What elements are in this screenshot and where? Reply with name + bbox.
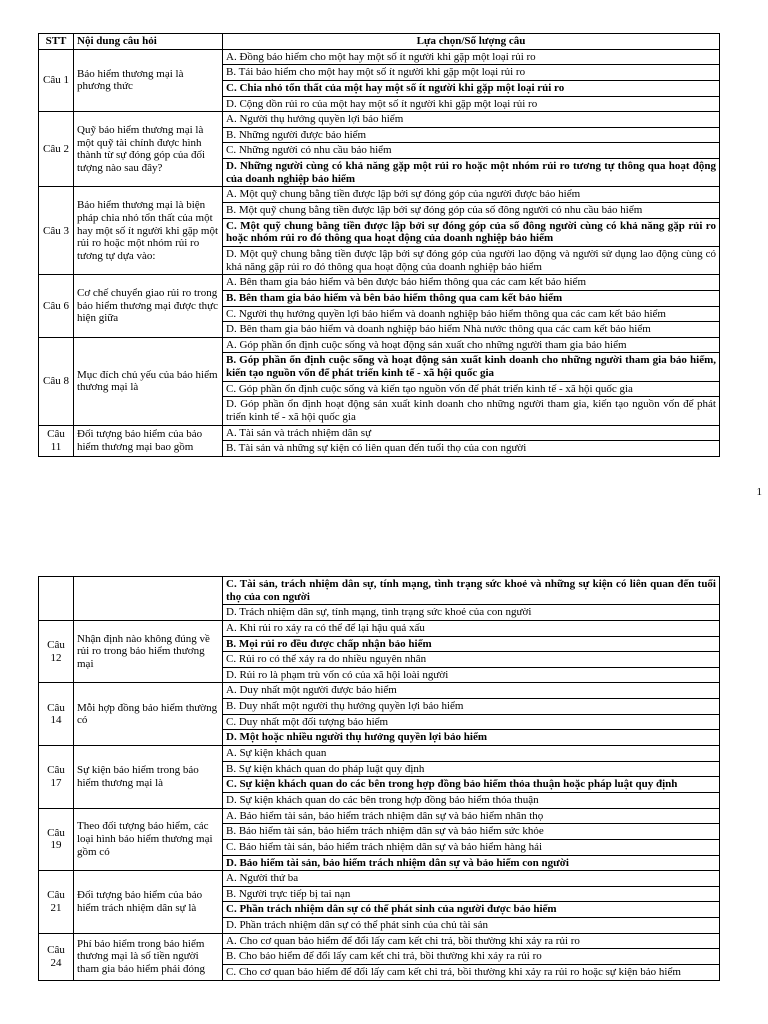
- table-body-page-1: [39, 49, 720, 456]
- question-text: Sự kiện bảo hiểm trong bảo hiểm thương mại là: [74, 746, 223, 809]
- table-row: [39, 683, 720, 699]
- table-row: [39, 187, 720, 203]
- answer-option: C. Góp phần ổn định cuộc sống và kiến tạo nguồn vốn để phát triển kinh tế - xã hội quốc gia: [223, 381, 720, 397]
- answer-option: B. Những người được bảo hiểm: [223, 127, 720, 143]
- table-row: [39, 746, 720, 762]
- answer-option: A. Đồng bảo hiểm cho một hay một số ít người khi gặp một loại rủi ro: [223, 49, 720, 65]
- question-number: Câu 24: [39, 933, 74, 980]
- question-text: Quỹ bảo hiểm thương mại là một quỹ tài chính được hình thành từ sự đóng góp của đối tượng nào sau đây?: [74, 112, 223, 187]
- question-number: Câu 1: [39, 49, 74, 112]
- table-row: [39, 808, 720, 824]
- question-text: Cơ chế chuyển giao rủi ro trong bảo hiểm thương mại được thực hiện giữa: [74, 275, 223, 338]
- question-text: Theo đối tượng bảo hiểm, các loại hình bảo hiểm thương mại gồm có: [74, 808, 223, 871]
- answer-option-correct: B. Bên tham gia bảo hiểm và bên bảo hiểm thông qua cam kết bảo hiểm: [223, 290, 720, 306]
- question-text: [74, 577, 223, 621]
- header-question: Nội dung câu hỏi: [74, 34, 223, 50]
- answer-option-correct: D. Bảo hiểm tài sản, bảo hiểm trách nhiệm dân sự và bảo hiểm con người: [223, 855, 720, 871]
- answer-option: B. Tài sản và những sự kiện có liên quan đến tuổi thọ của con người: [223, 441, 720, 457]
- answer-option: A. Người thứ ba: [223, 871, 720, 887]
- answer-option: B. Bảo hiểm tài sản, bảo hiểm trách nhiệm dân sự và bảo hiểm sức khỏe: [223, 824, 720, 840]
- answer-option: A. Cho cơ quan bảo hiểm để đổi lấy cam kết chi trả, bồi thường khi xảy ra rủi ro: [223, 933, 720, 949]
- answer-option: A. Tài sản và trách nhiệm dân sự: [223, 425, 720, 441]
- table-row: [39, 577, 720, 605]
- question-number: Câu 6: [39, 275, 74, 338]
- answer-option-correct: C. Phần trách nhiệm dân sự có thể phát sinh của người được bảo hiểm: [223, 902, 720, 918]
- answer-option: B. Cho bảo hiểm để đổi lấy cam kết chi trả, bồi thường khi xảy ra rủi ro: [223, 949, 720, 965]
- answer-option: C. Người thụ hưởng quyền lợi bảo hiểm và doanh nghiệp bảo hiểm thông qua các cam kết bảo hiểm: [223, 306, 720, 322]
- table-row: [39, 49, 720, 65]
- answer-option: C. Duy nhất một đối tượng bảo hiểm: [223, 714, 720, 730]
- table-header-row: [39, 34, 720, 50]
- answer-option: C. Bảo hiểm tài sản, bảo hiểm trách nhiệm dân sự và bảo hiểm hàng hải: [223, 839, 720, 855]
- question-number: Câu 8: [39, 337, 74, 425]
- question-text: Bảo hiểm thương mại là biện pháp chia nhỏ tổn thất của một hay một số ít người khi gặp một rủi ro hoặc một nhóm rủi ro tương tự dựa vào:: [74, 187, 223, 275]
- table-row: [39, 337, 720, 353]
- answer-option: A. Duy nhất một người được bảo hiểm: [223, 683, 720, 699]
- answer-option: B. Duy nhất một người thụ hưởng quyền lợi bảo hiểm: [223, 699, 720, 715]
- question-text: Nhận định nào không đúng về rủi ro trong bảo hiểm thương mại: [74, 620, 223, 683]
- answer-option: D. Phần trách nhiệm dân sự có thể phát sinh của chủ tài sản: [223, 918, 720, 934]
- header-options: Lựa chọn/Số lượng câu: [223, 34, 720, 50]
- question-number: [39, 577, 74, 621]
- answer-option: A. Sự kiện khách quan: [223, 746, 720, 762]
- question-number: Câu 21: [39, 871, 74, 934]
- answer-option: B. Người trực tiếp bị tai nạn: [223, 886, 720, 902]
- answer-option: C. Những người có nhu cầu bảo hiểm: [223, 143, 720, 159]
- question-text: Bảo hiểm thương mại là phương thức: [74, 49, 223, 112]
- questions-table-page-1: [38, 33, 720, 457]
- question-number: Câu 14: [39, 683, 74, 746]
- questions-table-page-2: [38, 576, 720, 981]
- answer-option: A. Khi rủi ro xảy ra có thể để lại hậu quả xấu: [223, 620, 720, 636]
- answer-option: D. Sự kiện khách quan do các bên trong hợp đồng bảo hiểm thỏa thuận: [223, 792, 720, 808]
- question-number: Câu 12: [39, 620, 74, 683]
- header-stt: STT: [39, 34, 74, 50]
- answer-option: A. Góp phần ổn định cuộc sống và hoạt động sản xuất cho những người tham gia bảo hiểm: [223, 337, 720, 353]
- answer-option-correct: D. Một hoặc nhiều người thụ hưởng quyền lợi bảo hiểm: [223, 730, 720, 746]
- answer-option: A. Bên tham gia bảo hiểm và bên được bảo hiểm thông qua các cam kết bảo hiểm: [223, 275, 720, 291]
- answer-option-correct: C. Sự kiện khách quan do các bên trong hợp đồng bảo hiểm thỏa thuận hoặc pháp luật quy định: [223, 777, 720, 793]
- question-text: Đối tượng bảo hiểm của bảo hiểm thương mại bao gồm: [74, 425, 223, 456]
- table-row: [39, 620, 720, 636]
- table-row: [39, 871, 720, 887]
- answer-option: A. Bảo hiểm tài sản, bảo hiểm trách nhiệm dân sự và bảo hiểm nhân thọ: [223, 808, 720, 824]
- answer-option-correct: D. Những người cùng có khả năng gặp một rủi ro hoặc một nhóm rủi ro tương tự thông qua hoạt động của doanh nghiệp bảo hiểm: [223, 159, 720, 187]
- answer-option: D. Rủi ro là phạm trù vốn có của xã hội loài người: [223, 667, 720, 683]
- answer-option: D. Góp phần ổn định hoạt động sản xuất kinh doanh cho những người tham gia, kiến tạo nguồn vốn để phát triển kinh tế - xã hội quốc gia: [223, 397, 720, 425]
- question-number: Câu 19: [39, 808, 74, 871]
- answer-option-correct: C. Một quỹ chung bằng tiền được lập bởi sự đóng góp của số đông người cùng có khả năng gặp rủi ro hoặc nhóm rủi ro đó thông qua hoạt động của doanh nghiệp bảo hiểm: [223, 218, 720, 246]
- table-body-page-2: [39, 577, 720, 981]
- question-number: Câu 3: [39, 187, 74, 275]
- answer-option: A. Một quỹ chung bằng tiền được lập bởi sự đóng góp của người được bảo hiểm: [223, 187, 720, 203]
- answer-option: D. Trách nhiệm dân sự, tính mạng, tình trạng sức khoẻ của con người: [223, 605, 720, 621]
- answer-option: A. Người thụ hưởng quyền lợi bảo hiểm: [223, 112, 720, 128]
- question-text: Phí bảo hiểm trong bảo hiểm thương mại là số tiền người tham gia bảo hiểm phải đóng: [74, 933, 223, 980]
- question-number: Câu 2: [39, 112, 74, 187]
- question-number: Câu 17: [39, 746, 74, 809]
- answer-option: D. Một quỹ chung bằng tiền được lập bởi sự đóng góp của người lao động và người sử dụng lao động cùng có khả năng gặp rủi ro đó thông qua hoạt động của doanh nghiệp bảo hiểm: [223, 246, 720, 274]
- answer-option-correct: C. Tài sản, trách nhiệm dân sự, tính mạng, tình trạng sức khoẻ và những sự kiện có liên quan đến tuổi thọ của con người: [223, 577, 720, 605]
- answer-option: B. Một quỹ chung bằng tiền được lập bởi sự đóng góp của số đông người có nhu cầu bảo hiểm: [223, 203, 720, 219]
- table-row: [39, 275, 720, 291]
- answer-option: B. Tái bảo hiểm cho một hay một số ít người khi gặp một loại rủi ro: [223, 65, 720, 81]
- answer-option: D. Cộng dồn rủi ro của một hay một số ít người khi gặp một loại rủi ro: [223, 96, 720, 112]
- table-row: [39, 112, 720, 128]
- question-text: Mục đích chủ yếu của bảo hiểm thương mại là: [74, 337, 223, 425]
- answer-option: D. Bên tham gia bảo hiểm và doanh nghiệp bảo hiểm Nhà nước thông qua các cam kết bảo hiểm: [223, 322, 720, 338]
- answer-option: B. Sự kiện khách quan do pháp luật quy định: [223, 761, 720, 777]
- question-number: Câu 11: [39, 425, 74, 456]
- answer-option-correct: C. Chia nhỏ tổn thất của một hay một số ít người khi gặp một loại rủi ro: [223, 80, 720, 96]
- answer-option-correct: B. Góp phần ổn định cuộc sống và hoạt động sản xuất kinh doanh cho những người tham gia bảo hiểm, kiến tạo nguồn vốn để phát triển kinh tế - xã hội quốc gia: [223, 353, 720, 381]
- question-text: Đối tượng bảo hiểm của bảo hiểm trách nhiệm dân sự là: [74, 871, 223, 934]
- question-text: Mỗi hợp đồng bảo hiểm thường có: [74, 683, 223, 746]
- table-row: [39, 933, 720, 949]
- answer-option: C. Rủi ro có thể xảy ra do nhiều nguyên nhân: [223, 652, 720, 668]
- answer-option: C. Cho cơ quan bảo hiểm để đổi lấy cam kết chi trả, bồi thường khi xảy ra rủi ro hoặc sự kiện bảo hiểm: [223, 965, 720, 981]
- page-number: 1: [756, 486, 762, 498]
- answer-option-correct: B. Mọi rủi ro đều được chấp nhận bảo hiểm: [223, 636, 720, 652]
- table-row: [39, 425, 720, 441]
